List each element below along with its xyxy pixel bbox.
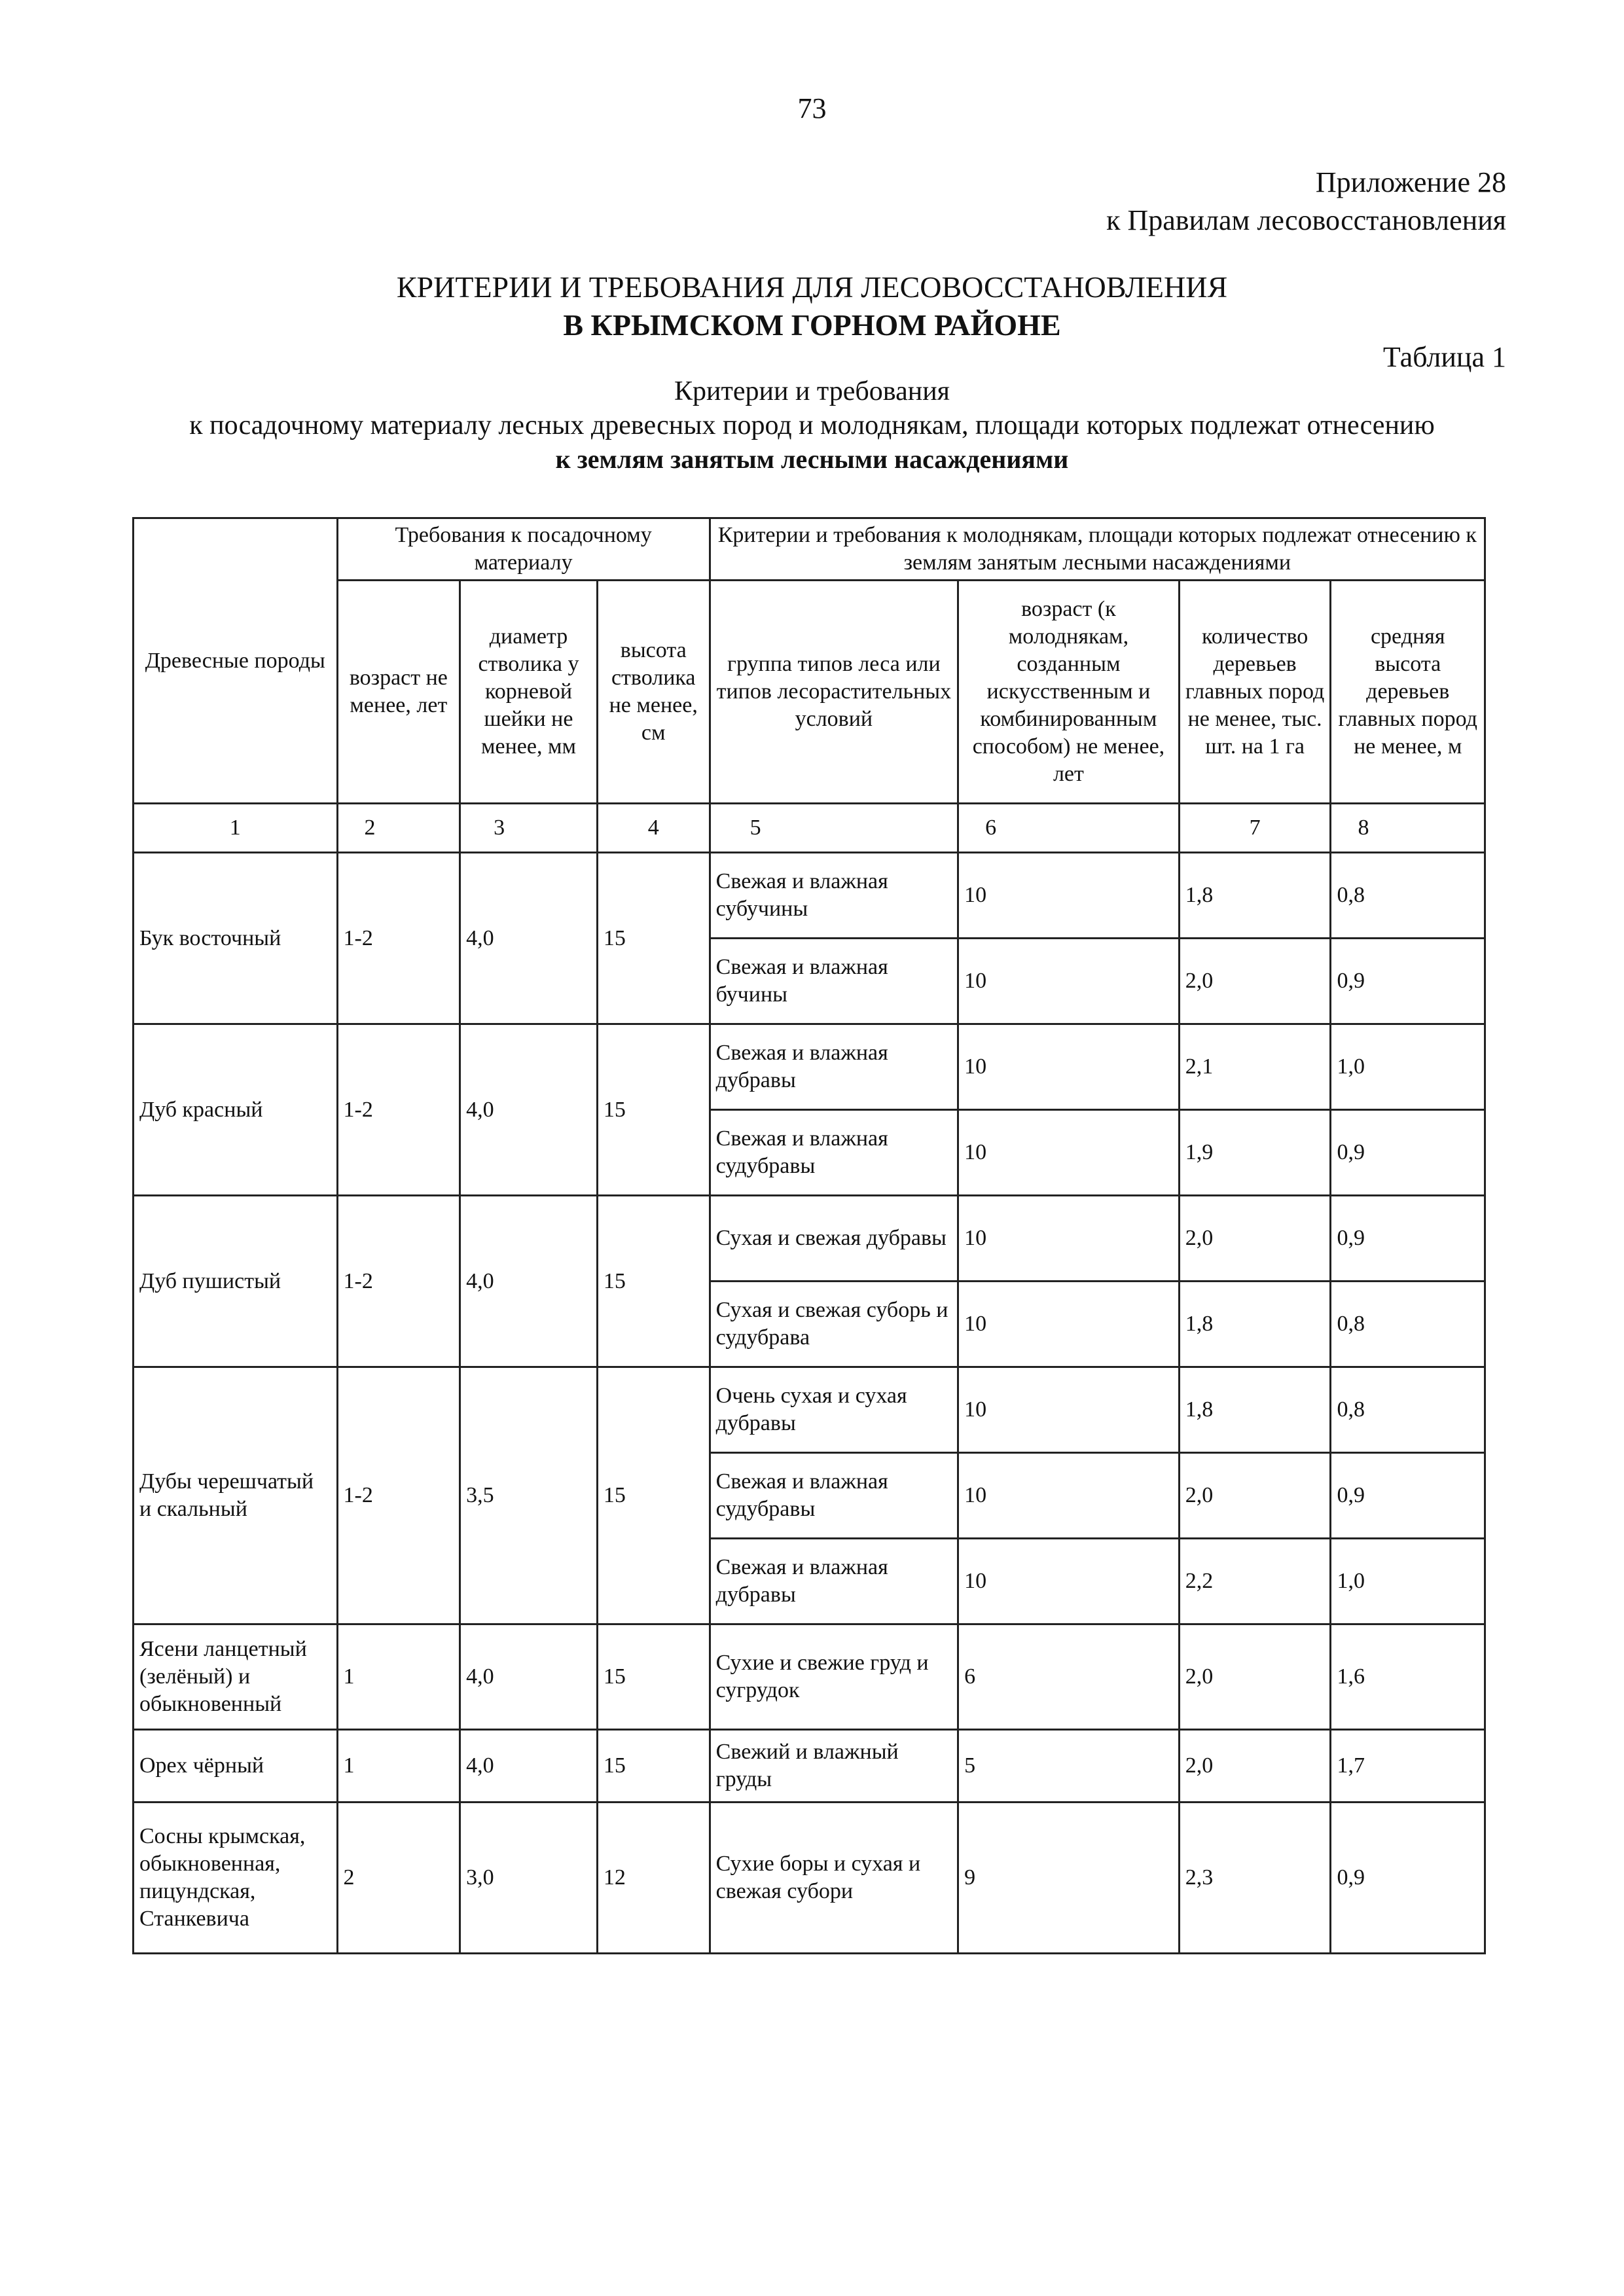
title-line-2: В КРЫМСКОМ ГОРНОМ РАЙОНЕ <box>563 308 1061 342</box>
column-number: 1 <box>134 804 338 853</box>
average-height-cell: 1,6 <box>1331 1624 1485 1730</box>
forest-type-cell: Свежий и влажный груды <box>710 1730 958 1803</box>
stem-diameter-cell: 4,0 <box>460 1024 598 1196</box>
forest-type-cell: Свежая и влажная судубравы <box>710 1110 958 1196</box>
young-age-cell: 9 <box>958 1803 1180 1954</box>
average-height-cell: 1,7 <box>1331 1730 1485 1803</box>
stem-diameter-cell: 4,0 <box>460 1196 598 1367</box>
tree-count-cell: 2,2 <box>1179 1539 1331 1624</box>
tree-count-cell: 2,0 <box>1179 1453 1331 1539</box>
average-height-cell: 0,8 <box>1331 1282 1485 1367</box>
column-number: 3 <box>460 804 598 853</box>
seedling-age-cell: 1 <box>337 1624 460 1730</box>
column-number-row <box>134 804 1485 853</box>
stem-height-cell: 15 <box>597 853 710 1024</box>
average-height-cell: 0,9 <box>1331 1196 1485 1282</box>
subtitle-line-3: к землям занятым лесными насаждениями <box>555 444 1069 474</box>
table-subtitle <box>0 374 1624 476</box>
tree-count-cell: 2,0 <box>1179 1730 1331 1803</box>
table-row <box>134 1803 1485 1954</box>
column-number: 6 <box>958 804 1180 853</box>
seedling-age-cell: 1-2 <box>337 853 460 1024</box>
forest-type-cell: Сухие боры и сухая и свежая субори <box>710 1803 958 1954</box>
species-cell: Орех чёрный <box>134 1730 338 1803</box>
young-age-cell: 10 <box>958 939 1180 1024</box>
criteria-table <box>132 517 1486 1954</box>
header-forest-type: группа типов леса или типов лесорастительных условий <box>710 581 958 804</box>
young-age-cell: 10 <box>958 853 1180 939</box>
seedling-age-cell: 1-2 <box>337 1024 460 1196</box>
young-age-cell: 10 <box>958 1282 1180 1367</box>
average-height-cell: 1,0 <box>1331 1024 1485 1110</box>
header-height: высота стволика не менее, см <box>597 581 710 804</box>
column-number: 8 <box>1331 804 1485 853</box>
title-line-1: КРИТЕРИИ И ТРЕБОВАНИЯ ДЛЯ ЛЕСОВОССТАНОВЛЕНИЯ <box>396 270 1228 304</box>
young-age-cell: 10 <box>958 1024 1180 1110</box>
forest-type-cell: Сухая и свежая суборь и судубрава <box>710 1282 958 1367</box>
tree-count-cell: 1,8 <box>1179 1282 1331 1367</box>
header-average-height: средняя высота деревьев главных пород не менее, м <box>1331 581 1485 804</box>
header-tree-count: количество деревьев главных пород не менее, тыс. шт. на 1 га <box>1179 581 1331 804</box>
stem-diameter-cell: 4,0 <box>460 1730 598 1803</box>
young-age-cell: 5 <box>958 1730 1180 1803</box>
tree-count-cell: 1,8 <box>1179 853 1331 939</box>
header-age: возраст не менее, лет <box>337 581 460 804</box>
column-number: 4 <box>597 804 710 853</box>
stem-diameter-cell: 3,5 <box>460 1367 598 1624</box>
stem-diameter-cell: 4,0 <box>460 853 598 1024</box>
forest-type-cell: Свежая и влажная дубравы <box>710 1024 958 1110</box>
tree-count-cell: 1,8 <box>1179 1367 1331 1453</box>
species-cell: Сосны крымская, обыкновенная, пицундская, Станкевича <box>134 1803 338 1954</box>
appendix-line-2: к Правилам лесовосстановления <box>1106 204 1506 236</box>
average-height-cell: 0,8 <box>1331 853 1485 939</box>
table-row <box>134 1367 1485 1453</box>
stem-height-cell: 15 <box>597 1024 710 1196</box>
table-row <box>134 1024 1485 1110</box>
column-number: 5 <box>710 804 958 853</box>
species-cell: Ясени ланцетный (зелёный) и обыкновенный <box>134 1624 338 1730</box>
forest-type-cell: Сухая и свежая дубравы <box>710 1196 958 1282</box>
forest-type-cell: Свежая и влажная бучины <box>710 939 958 1024</box>
tree-count-cell: 2,3 <box>1179 1803 1331 1954</box>
tree-count-cell: 1,9 <box>1179 1110 1331 1196</box>
average-height-cell: 0,9 <box>1331 1803 1485 1954</box>
table-row <box>134 1196 1485 1282</box>
subtitle-line-1: Критерии и требования <box>674 376 950 406</box>
species-cell: Дубы черешчатый и скальный <box>134 1367 338 1624</box>
column-number: 7 <box>1179 804 1331 853</box>
stem-height-cell: 15 <box>597 1367 710 1624</box>
header-planting-material: Требования к посадочному материалу <box>337 518 710 581</box>
stem-height-cell: 12 <box>597 1803 710 1954</box>
stem-height-cell: 15 <box>597 1196 710 1367</box>
document-title <box>0 268 1624 344</box>
young-age-cell: 10 <box>958 1539 1180 1624</box>
forest-type-cell: Очень сухая и сухая дубравы <box>710 1367 958 1453</box>
header-young-stands: Критерии и требования к молоднякам, площади которых подлежат отнесению к землям занятым лесными насаждениями <box>710 518 1485 581</box>
young-age-cell: 10 <box>958 1110 1180 1196</box>
tree-count-cell: 2,1 <box>1179 1024 1331 1110</box>
forest-type-cell: Свежая и влажная дубравы <box>710 1539 958 1624</box>
average-height-cell: 0,9 <box>1331 939 1485 1024</box>
young-age-cell: 10 <box>958 1196 1180 1282</box>
seedling-age-cell: 1 <box>337 1730 460 1803</box>
table-row <box>134 1624 1485 1730</box>
tree-count-cell: 2,0 <box>1179 1624 1331 1730</box>
species-cell: Дуб пушистый <box>134 1196 338 1367</box>
seedling-age-cell: 1-2 <box>337 1367 460 1624</box>
seedling-age-cell: 2 <box>337 1803 460 1954</box>
average-height-cell: 1,0 <box>1331 1539 1485 1624</box>
average-height-cell: 0,8 <box>1331 1367 1485 1453</box>
appendix-line-1: Приложение 28 <box>1315 166 1506 198</box>
tree-count-cell: 2,0 <box>1179 1196 1331 1282</box>
forest-type-cell: Свежая и влажная субучины <box>710 853 958 939</box>
table-label: Таблица 1 <box>1382 341 1506 373</box>
appendix-note <box>1106 164 1506 240</box>
young-age-cell: 10 <box>958 1453 1180 1539</box>
header-row-1 <box>134 518 1485 581</box>
table-row <box>134 1730 1485 1803</box>
forest-type-cell: Свежая и влажная судубравы <box>710 1453 958 1539</box>
page-number: 73 <box>797 92 827 124</box>
species-cell: Дуб красный <box>134 1024 338 1196</box>
stem-diameter-cell: 3,0 <box>460 1803 598 1954</box>
stem-diameter-cell: 4,0 <box>460 1624 598 1730</box>
column-number: 2 <box>337 804 460 853</box>
forest-type-cell: Сухие и свежие груд и сугрудок <box>710 1624 958 1730</box>
table-row <box>134 853 1485 939</box>
species-cell: Бук восточный <box>134 853 338 1024</box>
average-height-cell: 0,9 <box>1331 1110 1485 1196</box>
stem-height-cell: 15 <box>597 1624 710 1730</box>
seedling-age-cell: 1-2 <box>337 1196 460 1367</box>
header-diameter: диаметр стволика у корневой шейки не менее, мм <box>460 581 598 804</box>
stem-height-cell: 15 <box>597 1730 710 1803</box>
young-age-cell: 10 <box>958 1367 1180 1453</box>
subtitle-line-2: к посадочному материалу лесных древесных пород и молоднякам, площади которых подлежат отнесению <box>189 410 1435 440</box>
tree-count-cell: 2,0 <box>1179 939 1331 1024</box>
header-young-age: возраст (к молоднякам, созданным искусственным и комбинированным способом) не менее, лет <box>958 581 1180 804</box>
header-species: Древесные породы <box>134 518 338 804</box>
average-height-cell: 0,9 <box>1331 1453 1485 1539</box>
young-age-cell: 6 <box>958 1624 1180 1730</box>
